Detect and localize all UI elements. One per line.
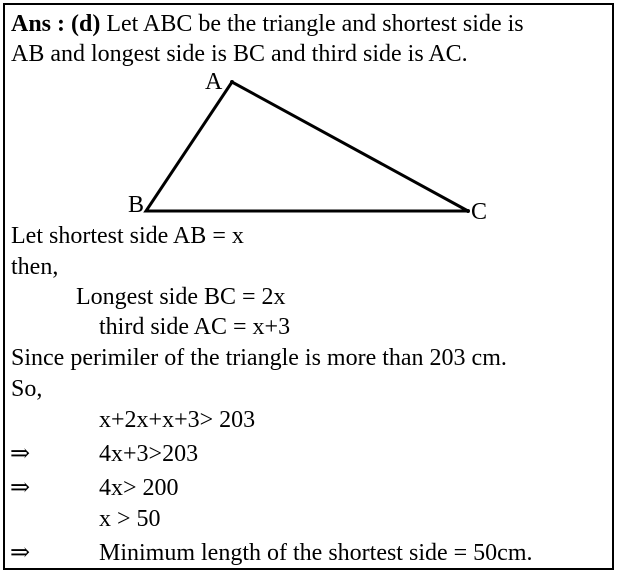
inequality-step-4: x > 50 bbox=[99, 506, 161, 532]
implies-arrow-icon: ⇒ bbox=[10, 441, 31, 467]
so-line: So, bbox=[11, 376, 43, 402]
vertex-c-label: C bbox=[471, 199, 488, 225]
answer-intro-text: Let ABC be the triangle and shortest side is bbox=[100, 11, 524, 37]
answer-label: Ans : (d) bbox=[11, 11, 101, 37]
inequality-step-3: 4x> 200 bbox=[99, 475, 179, 501]
shortest-side-line: Let shortest side AB = x bbox=[11, 223, 244, 249]
third-side-line: third side AC = x+3 bbox=[99, 314, 291, 340]
conclusion-line: Minimum length of the shortest side = 50cm. bbox=[99, 540, 533, 566]
inequality-step-2: 4x+3>203 bbox=[99, 441, 199, 467]
perimeter-line: Since perimiler of the triangle is more than 203 cm. bbox=[11, 345, 507, 371]
implies-arrow-icon: ⇒ bbox=[10, 540, 31, 566]
implies-arrow-icon: ⇒ bbox=[10, 475, 31, 501]
longest-side-line: Longest side BC = 2x bbox=[76, 284, 286, 310]
vertex-a-dot bbox=[230, 80, 234, 84]
answer-line-2: AB and longest side is BC and third side is AC. bbox=[11, 41, 468, 67]
vertex-c-dot bbox=[466, 209, 470, 213]
vertex-a-label: A bbox=[205, 69, 223, 95]
inequality-step-1: x+2x+x+3> 203 bbox=[99, 407, 256, 433]
vertex-b-label: B bbox=[128, 192, 145, 218]
then-line: then, bbox=[11, 254, 59, 280]
triangle-abc bbox=[146, 82, 468, 211]
